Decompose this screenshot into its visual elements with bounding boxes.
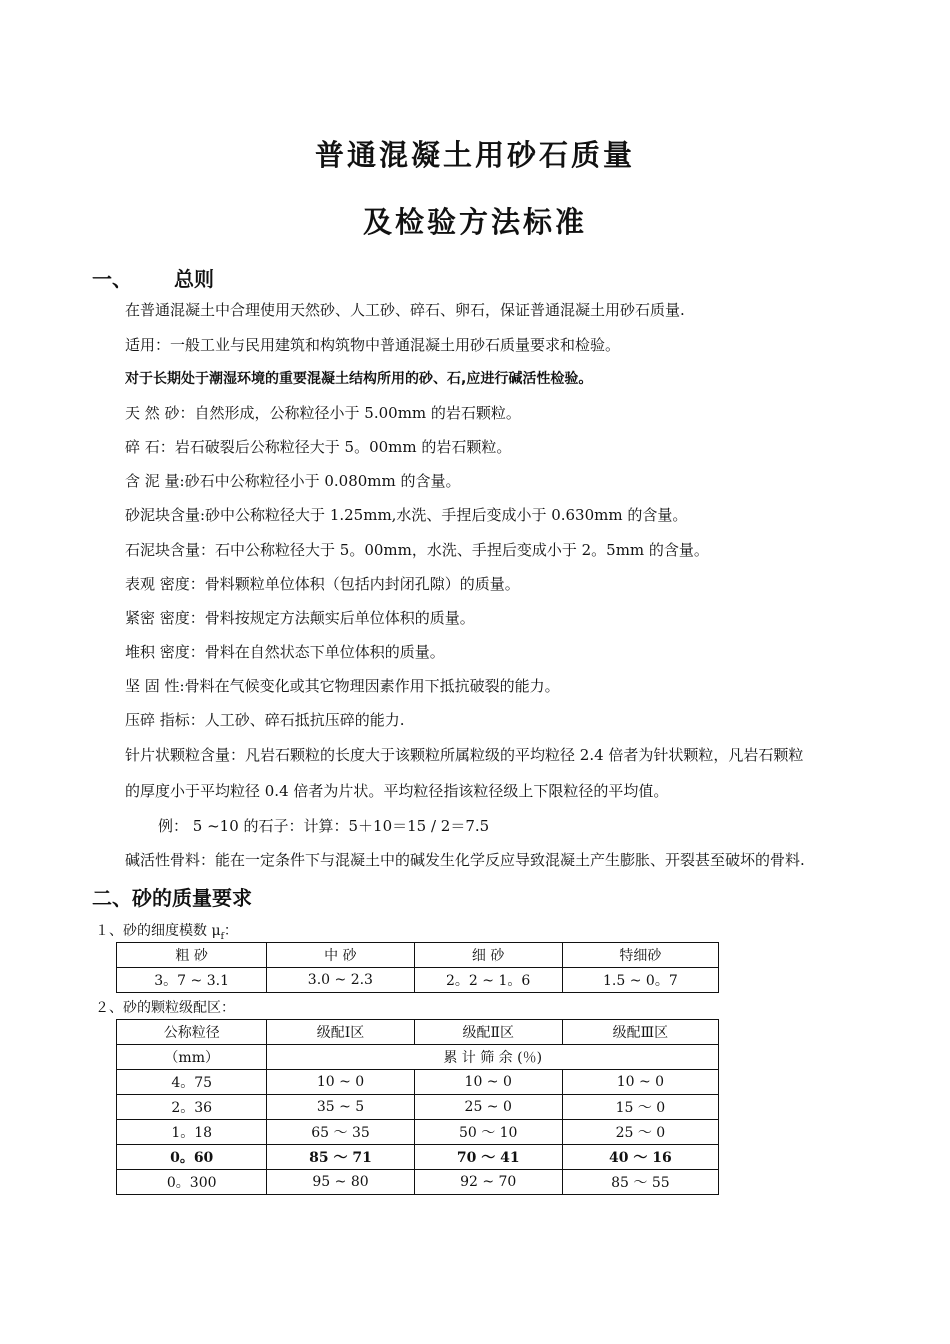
paragraph: 天 然 砂：自然形成，公称粒径小于 5.00mm 的岩石颗粒。	[125, 404, 521, 422]
table-cell: 1。18	[117, 1120, 267, 1145]
table-row-highlighted	[117, 1145, 719, 1170]
table-cell: 2。36	[117, 1095, 267, 1120]
table-header-cell: 中 砂	[267, 943, 414, 968]
paragraph: 碎 石：岩石破裂后公称粒径大于 5。00mm 的岩石颗粒。	[125, 438, 512, 456]
fineness-label: １、砂的细度模数 $\mu_f$：	[95, 923, 238, 942]
table-cell: 95 ~ 80	[267, 1170, 414, 1195]
table-row	[117, 1095, 719, 1120]
grading-table	[116, 1019, 719, 1195]
table-cell: 25 ~ 0	[414, 1095, 562, 1120]
fineness-table	[116, 942, 719, 993]
table-cell: 0。60	[117, 1145, 267, 1170]
document-title-line1: 普通混凝土用砂石质量	[314, 138, 635, 172]
paragraph: 的厚度小于平均粒径 0.4 倍者为片状。平均粒径指该粒径级上下限粒径的平均值。	[125, 782, 669, 800]
table-cell: 65 〜 35	[267, 1120, 414, 1145]
table-cell: 10 ~ 0	[414, 1070, 562, 1095]
table-cell: 40 〜 16	[562, 1145, 718, 1170]
table-header-cell: 特细砂	[562, 943, 718, 968]
paragraph: 坚 固 性:骨料在气候变化或其它物理因素作用下抵抗破裂的能力。	[125, 677, 560, 695]
table-row	[117, 943, 719, 968]
paragraph: 在普通混凝土中合理使用天然砂、人工砂、碎石、卵石，保证普通混凝土用砂石质量.	[125, 301, 685, 319]
paragraph: 适用：一般工业与民用建筑和构筑物中普通混凝土用砂石质量要求和检验。	[125, 336, 621, 354]
table-row	[117, 1070, 719, 1095]
section1-number: 一、	[92, 267, 132, 291]
table-cell: 85 〜 71	[267, 1145, 414, 1170]
paragraph: 堆积 密度：骨料在自然状态下单位体积的质量。	[125, 643, 445, 661]
table-cell: 4。75	[117, 1070, 267, 1095]
table-header-cell: 粗 砂	[117, 943, 267, 968]
example-line: 例： 5 ~10 的石子：计算：5＋10＝15 / 2＝7.5	[158, 817, 490, 835]
paragraph: 压碎 指标：人工砂、碎石抵抗压碎的能力.	[125, 711, 405, 729]
table-cell: 2。2 ~ 1。6	[414, 968, 562, 993]
table-header-cell: 细 砂	[414, 943, 562, 968]
table-cell: 35 ~ 5	[267, 1095, 414, 1120]
table-cell: 3。7 ~ 3.1	[117, 968, 267, 993]
table-cell: 92 ~ 70	[414, 1170, 562, 1195]
table-cell: 15 〜 0	[562, 1095, 718, 1120]
table-header-cell: 级配Ⅰ区	[267, 1020, 414, 1045]
table-subheader-cell: 累 计 筛 余 (％)	[267, 1045, 719, 1070]
table-cell: 50 〜 10	[414, 1120, 562, 1145]
table-cell: 10 ~ 0	[562, 1070, 718, 1095]
table-row	[117, 968, 719, 993]
paragraph: 砂泥块含量:砂中公称粒径大于 1.25mm,水洗、手捏后变成小于 0.630mm 的含量。	[125, 506, 688, 524]
table-row	[117, 1170, 719, 1195]
paragraph: 碱活性骨料：能在一定条件下与混凝土中的碱发生化学反应导致混凝土产生膨胀、开裂甚至破坏的骨料.	[125, 851, 805, 869]
table-cell: 10 ~ 0	[267, 1070, 414, 1095]
paragraph: 紧密 密度：骨料按规定方法颠实后单位体积的质量。	[125, 609, 475, 627]
paragraph: 表观 密度：骨料颗粒单位体积（包括内封闭孔隙）的质量。	[125, 575, 520, 593]
document-title-line2: 及检验方法标准	[362, 205, 587, 239]
table-header-cell: （mm）	[117, 1045, 267, 1070]
table-row	[117, 1045, 719, 1070]
paragraph: 石泥块含量：石中公称粒径大于 5。00mm，水洗、手捏后变成小于 2。5mm 的含量。	[125, 541, 709, 559]
table-cell: 85 〜 55	[562, 1170, 718, 1195]
paragraph: 含 泥 量:砂石中公称粒径小于 0.080mm 的含量。	[125, 472, 461, 490]
section2-heading: 二、砂的质量要求	[92, 886, 252, 910]
table-cell: 3.0 ~ 2.3	[267, 968, 414, 993]
table-row	[117, 1120, 719, 1145]
section1-title: 总则	[174, 267, 214, 291]
paragraph: 针片状颗粒含量：凡岩石颗粒的长度大于该颗粒所属粒级的平均粒径 2.4 倍者为针状颗粒，凡岩石颗粒	[125, 746, 804, 764]
table-row	[117, 1020, 719, 1045]
table-cell: 0。300	[117, 1170, 267, 1195]
table-cell: 25 〜 0	[562, 1120, 718, 1145]
table-header-cell: 公称粒径	[117, 1020, 267, 1045]
grading-label: ２、砂的颗粒级配区：	[95, 1000, 235, 1016]
paragraph-bold-note: 对于长期处于潮湿环境的重要混凝土结构所用的砂、石,应进行碱活性检验。	[125, 371, 593, 387]
section1-heading	[92, 263, 214, 292]
table-cell: 70 〜 41	[414, 1145, 562, 1170]
table-cell: 1.5 ~ 0。7	[562, 968, 718, 993]
table-header-cell: 级配Ⅱ区	[414, 1020, 562, 1045]
table-header-cell: 级配Ⅲ区	[562, 1020, 718, 1045]
